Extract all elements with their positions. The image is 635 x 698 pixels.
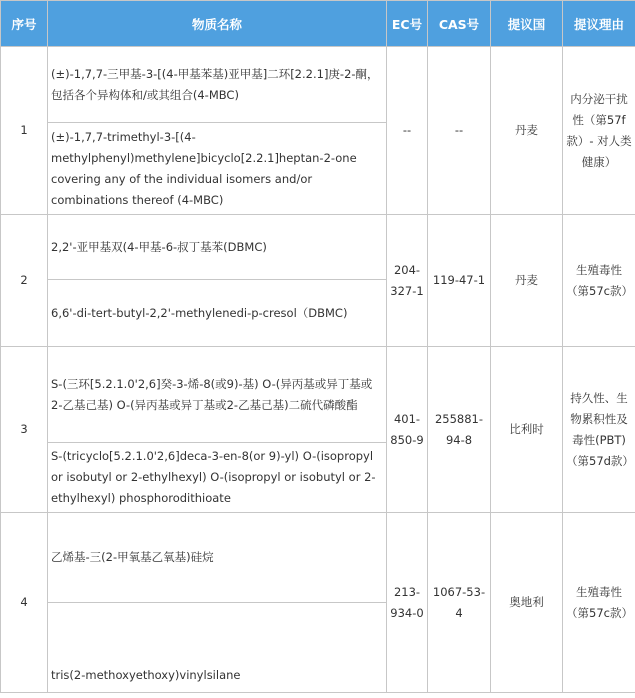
proposing-country: 丹麦 [491,47,563,215]
proposing-country: 丹麦 [491,215,563,347]
proposal-reason: 生殖毒性（第57c款） [563,215,635,347]
ec-number: 213-934-0 [387,513,428,693]
substance-name-en: (±)-1,7,7-trimethyl-3-[(4-methylphenyl)methylene]bicyclo[2.2.1]heptan-2-one covering any of the individual isomers and/or combinations thereof (4-MBC) [48,123,387,215]
cas-number: 255881-94-8 [428,347,491,513]
ec-number: 401-850-9 [387,347,428,513]
substance-name-cn: 2,2'-亚甲基双(4-甲基-6-叔丁基苯(DBMC) [48,215,387,280]
substance-name-en: tris(2-methoxyethoxy)vinylsilane [48,603,387,693]
ec-number: 204-327-1 [387,215,428,347]
header-reason: 提议理由 [563,1,635,47]
table-row [1,215,635,280]
cas-number: -- [428,47,491,215]
ec-number: -- [387,47,428,215]
proposing-country: 比利时 [491,347,563,513]
cas-number: 1067-53-4 [428,513,491,693]
row-number: 3 [1,347,48,513]
table-row [1,47,635,123]
table-row [1,513,635,603]
substance-name-en: S-(tricyclo[5.2.1.0'2,6]deca-3-en-8(or 9)-yl) O-(isopropyl or isobutyl or 2-ethylhexyl) O-(isopropyl or isobutyl or 2-ethylhexyl) phosphorodithioate [48,443,387,513]
proposal-reason: 生殖毒性（第57c款） [563,513,635,693]
table-row [1,347,635,443]
header-cas: CAS号 [428,1,491,47]
row-number: 2 [1,215,48,347]
row-number: 1 [1,47,48,215]
header-country: 提议国 [491,1,563,47]
header-ec: EC号 [387,1,428,47]
proposal-reason: 持久性、生物累积性及毒性(PBT)（第57d款） [563,347,635,513]
substance-name-cn: (±)-1,7,7-三甲基-3-[(4-甲基苯基)亚甲基]二环[2.2.1]庚-2-酮，包括各个异构体和/或其组合(4-MBC) [48,47,387,123]
table-header-row [1,1,635,47]
substance-name-en: 6,6'-di-tert-butyl-2,2'-methylenedi-p-cresol（DBMC) [48,280,387,347]
header-name: 物质名称 [48,1,387,47]
cas-number: 119-47-1 [428,215,491,347]
substance-name-cn: 乙烯基-三(2-甲氧基乙氧基)硅烷 [48,513,387,603]
row-number: 4 [1,513,48,693]
proposing-country: 奥地利 [491,513,563,693]
substance-name-cn: S-(三环[5.2.1.0'2,6]癸-3-烯-8(或9)-基) O-(异丙基或异丁基或2-乙基己基) O-(异丙基或异丁基或2-乙基己基)二硫代磷酸酯 [48,347,387,443]
header-no: 序号 [1,1,48,47]
proposal-reason: 内分泌干扰性（第57f款）- 对人类健康） [563,47,635,215]
